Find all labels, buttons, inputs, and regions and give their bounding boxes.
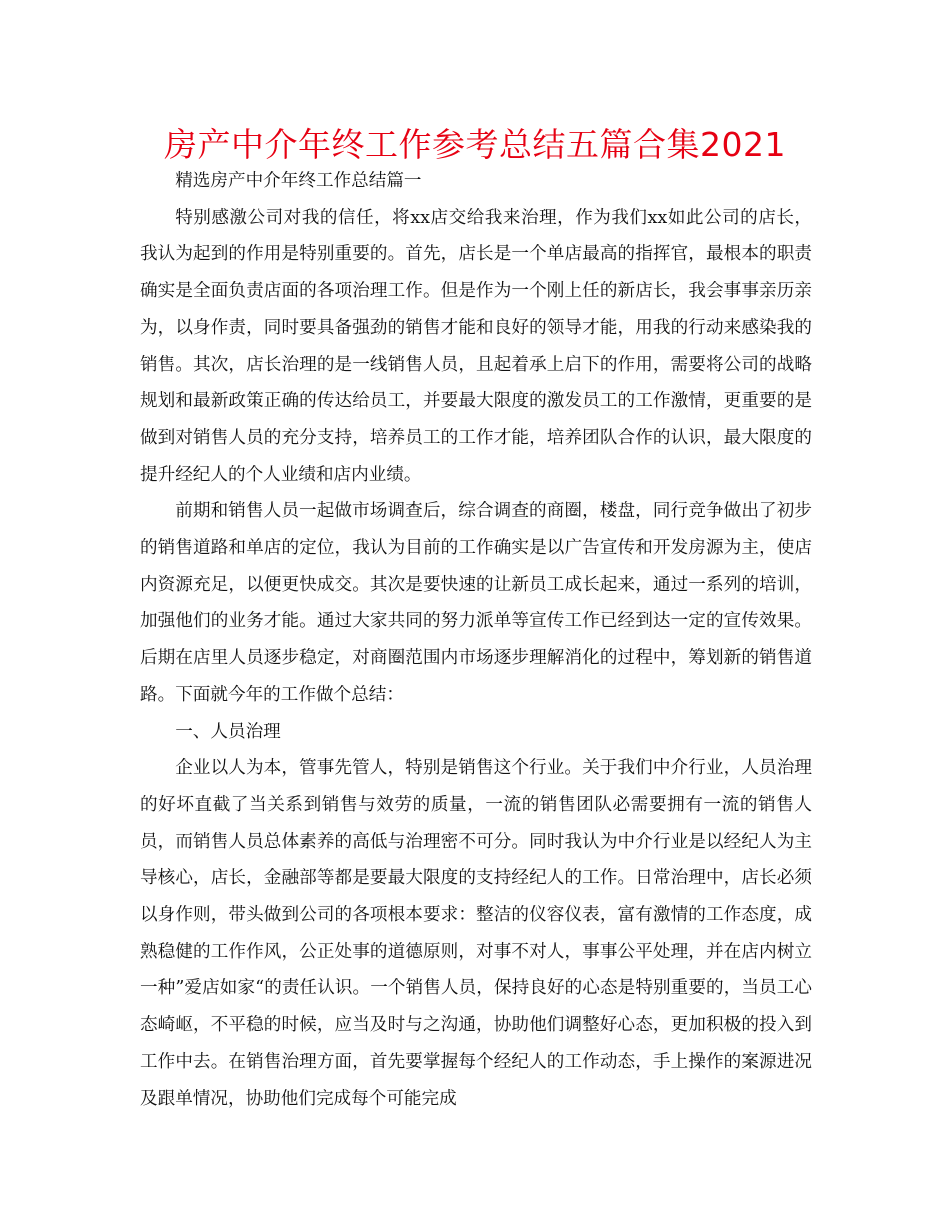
- section-heading: 一、人员治理: [175, 721, 281, 742]
- document-subtitle: 精选房产中介年终工作总结篇一: [175, 171, 422, 191]
- document-body: [140, 163, 812, 1117]
- document-title: 房产中介年终工作参考总结五篇合集2021: [164, 125, 786, 164]
- paragraph: 特别感激公司对我的信任，将xx店交给我来治理，作为我们xx如此公司的店长，我认为起到的作用是特别重要的。首先，店长是一个单店最高的指挥官，最根本的职责确实是全面负责店面的各项治理工作。但是作为一个刚上任的新店长，我会事事亲历亲为，以身作责，同时要具备强劲的销售才能和良好的领导才能，用我的行动来感染我的销售。其次，店长治理的是一线销售人员，且起着承上启下的作用，需要将公司的战略规划和最新政策正确的传达给员工，并要最大限度的激发员工的工作激情，更重要的是做到对销售人员的充分支持，培养员工的工作才能，培养团队合作的认识，最大限度的提升经纪人的个人业绩和店内业绩。: [140, 207, 812, 485]
- paragraph: 前期和销售人员一起做市场调查后，综合调查的商圈，楼盘，同行竞争做出了初步的销售道路和单店的定位，我认为目前的工作确实是以广告宣传和开发房源为主，使店内资源充足，以便更快成交。其次是要快速的让新员工成长起来，通过一系列的培训，加强他们的业务才能。通过大家共同的努力派单等宣传工作已经到达一定的宣传效果。后期在店里人员逐步稳定，对商圈范围内市场逐步理解消化的过程中，筹划新的销售道路。下面就今年的工作做个总结：: [140, 501, 812, 705]
- paragraph: 企业以人为本，管事先管人，特别是销售这个行业。关于我们中介行业，人员治理的好坏直截了当关系到销售与效劳的质量，一流的销售团队必需要拥有一流的销售人员，而销售人员总体素养的高低与治理密不可分。同时我认为中介行业是以经纪人为主导核心，店长，金融部等都是要最大限度的支持经纪人的工作。日常治理中，店长必须以身作则，带头做到公司的各项根本要求：整洁的仪容仪表，富有激情的工作态度，成熟稳健的工作作风，公正处事的道德原则，对事不对人，事事公平处理，并在店内树立一种”爱店如家“的责任认识。一个销售人员，保持良好的心态是特别重要的，当员工心态崎岖，不平稳的时候，应当及时与之沟通，协助他们调整好心态，更加积极的投入到工作中去。在销售治理方面，首先要掌握每个经纪人的工作动态，手上操作的案源进况及跟单情况，协助他们完成每个可能完成: [140, 758, 812, 1109]
